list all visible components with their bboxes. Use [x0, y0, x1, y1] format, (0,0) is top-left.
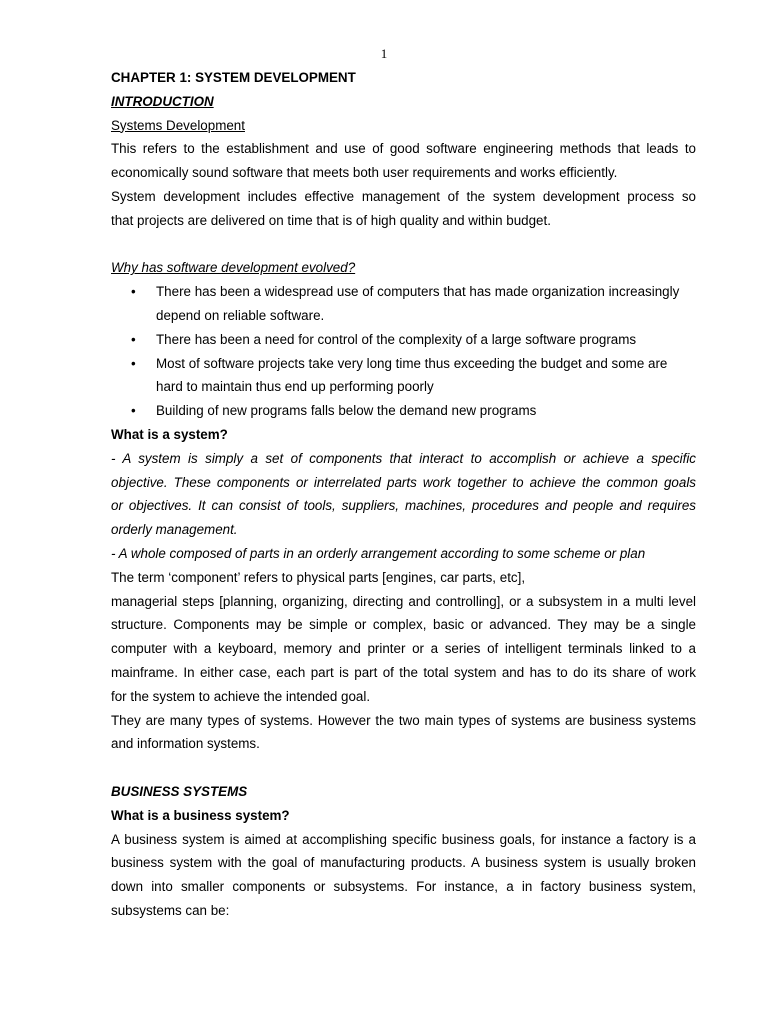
intro-paragraph-line: economically sound software that meets both user requirements and works efficiently. [111, 165, 618, 181]
bullet-icon: • [131, 331, 136, 347]
system-definition-line: orderly management. [111, 522, 238, 538]
intro-paragraph-line: System development includes effective management of the system development process so [111, 188, 696, 204]
bullet-item [111, 352, 696, 400]
system-definition-line: or objectives. It can consist of tools, suppliers, machines, procedures and people and requires [111, 498, 696, 514]
bullet-icon: • [131, 284, 136, 300]
bullet-text-line: There has been a widespread use of computers that has made organization increasingly [156, 284, 680, 300]
spacer [111, 233, 696, 257]
bullet-text-line: Most of software projects take very long time thus exceeding the budget and some are [156, 355, 668, 371]
bullet-text-line: There has been a need for control of the complexity of a large software programs [156, 331, 637, 347]
component-paragraph-line: managerial steps [planning, organizing, directing and controlling], or a subsystem in a multi level [111, 593, 696, 609]
page-number: 1 [380, 46, 388, 61]
system-definition-line: objective. These components or interrelated parts work together to achieve the common goals [111, 474, 696, 490]
bullet-item [111, 328, 696, 352]
system-definition-line: - A system is simply a set of components that interact to accomplish or achieve a specific [111, 450, 696, 466]
component-paragraph-line: computer with a keyboard, memory and printer or a series of intelligent terminals linked to a [111, 641, 696, 657]
component-paragraph-line: mainframe. In either case, each part is part of the total system and has to do its share of work [111, 664, 696, 680]
systems-development-heading: Systems Development [111, 117, 245, 133]
system-definition-2: - A whole composed of parts in an orderly arrangement according to some scheme or plan [111, 545, 646, 561]
spacer [111, 756, 696, 780]
bullet-text-line: Building of new programs falls below the demand new programs [156, 403, 537, 419]
introduction-heading: INTRODUCTION [111, 93, 214, 109]
page-content [111, 66, 696, 923]
component-paragraph-line: The term ‘component’ refers to physical parts [engines, car parts, etc], [111, 569, 526, 585]
component-paragraph-line: for the system to achieve the intended goal. [111, 688, 371, 704]
component-paragraph-line: They are many types of systems. However the two main types of systems are business systems [111, 712, 696, 728]
intro-paragraph-line: that projects are delivered on time that is of high quality and within budget. [111, 212, 551, 228]
component-paragraph-line: and information systems. [111, 736, 260, 752]
business-system-question: What is a business system? [111, 807, 290, 823]
system-heading: What is a system? [111, 426, 228, 442]
bullet-text-line: hard to maintain thus end up performing poorly [156, 379, 434, 395]
bullet-icon: • [131, 403, 136, 419]
business-paragraph-line: subsystems can be: [111, 902, 230, 918]
bullet-item [111, 399, 696, 423]
intro-paragraph-line: This refers to the establishment and use of good software engineering methods that leads to [111, 141, 696, 157]
business-paragraph-line: down into smaller components or subsystems. For instance, a in factory business system, [111, 879, 696, 895]
business-paragraph-line: A business system is aimed at accomplishing specific business goals, for instance a factory is a [111, 831, 696, 847]
bullet-item [111, 280, 696, 328]
bullet-icon: • [131, 355, 136, 371]
business-systems-heading: BUSINESS SYSTEMS [111, 783, 248, 799]
component-paragraph-line: structure. Components may be simple or complex, basic or advanced. They may be a single [111, 617, 696, 633]
business-paragraph-line: business system with the goal of manufacturing products. A business system is usually broken [111, 855, 696, 871]
bullet-text-line: depend on reliable software. [156, 307, 325, 323]
chapter-title: CHAPTER 1: SYSTEM DEVELOPMENT [111, 70, 356, 85]
why-heading: Why has software development evolved? [111, 260, 356, 276]
